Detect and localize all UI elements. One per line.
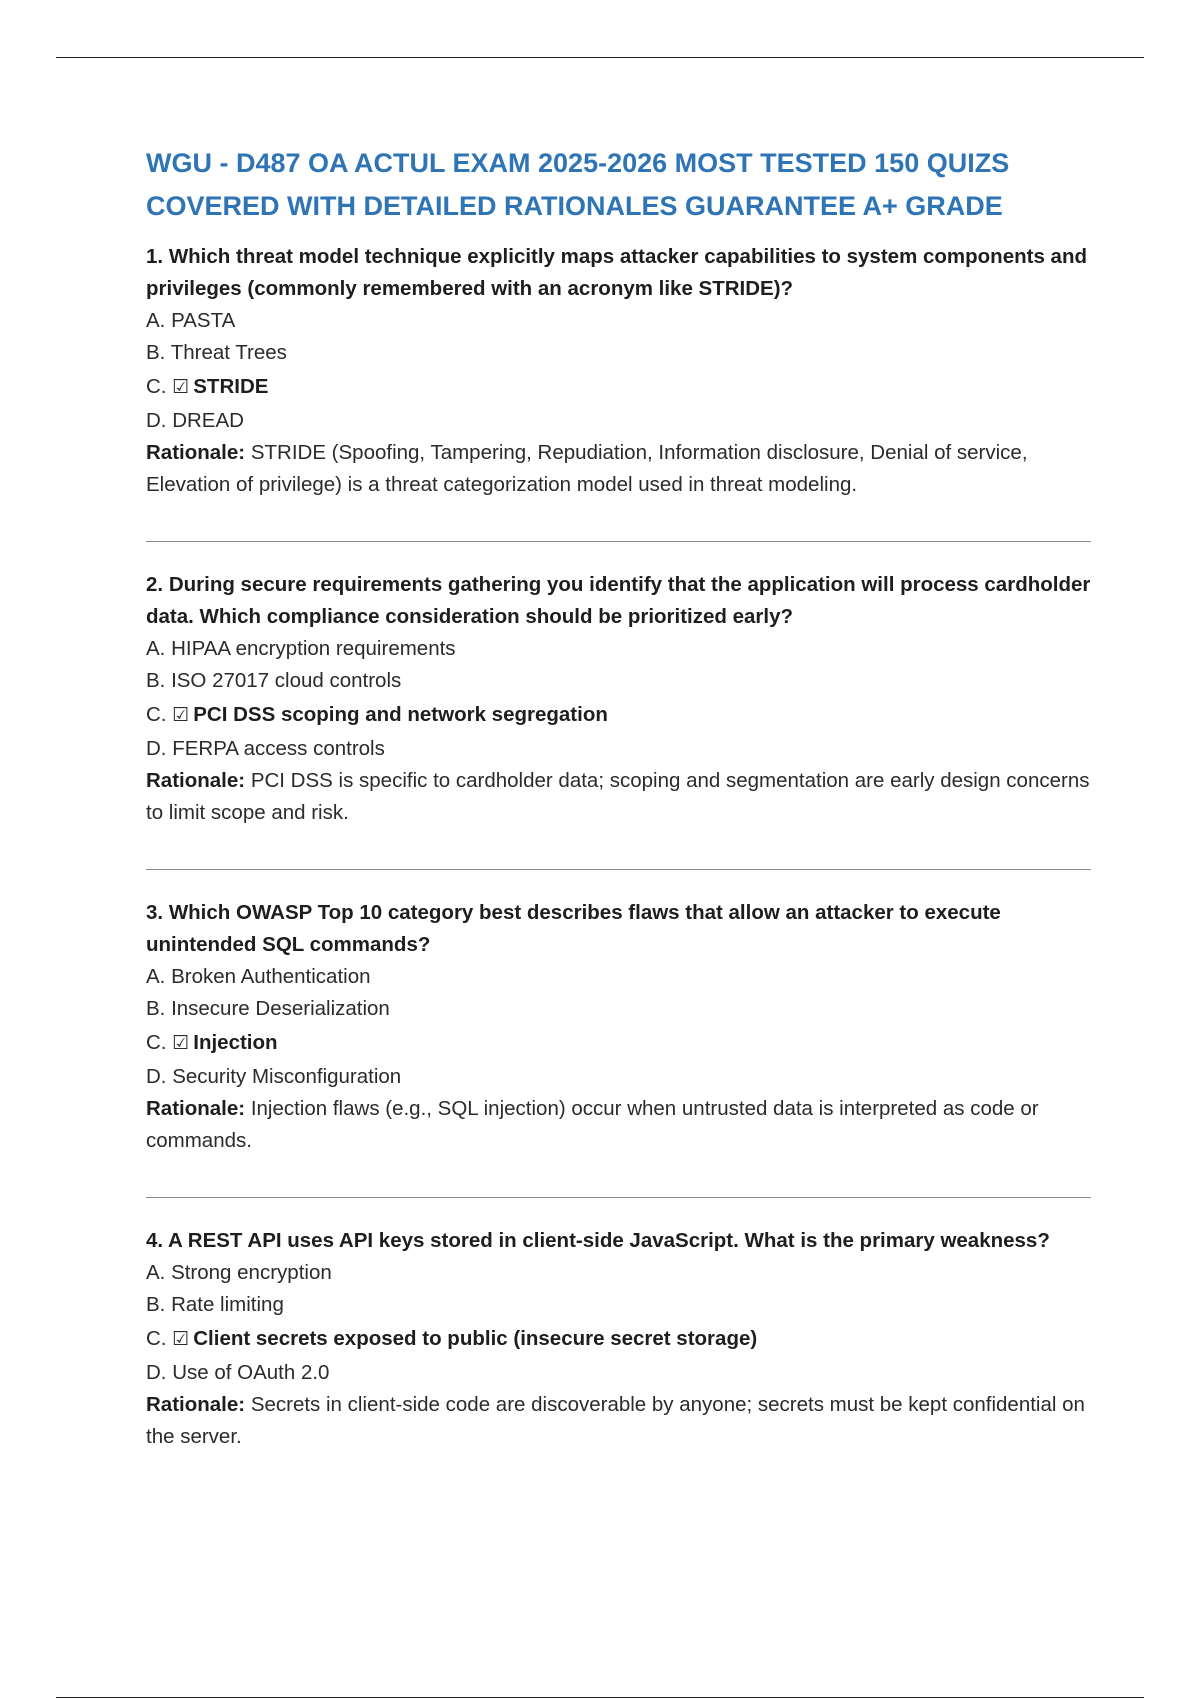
question-divider — [146, 1197, 1091, 1198]
option-c-prefix: C. — [146, 1031, 167, 1054]
document-title: WGU - D487 OA ACTUL EXAM 2025-2026 MOST TESTED 150 QUIZS COVERED WITH DETAILED RATIONALES GUARANTEE A+ GRADE — [146, 148, 1010, 221]
question-prompt: During secure requirements gathering you identify that the application will process cardholder data. Which compliance consideration should be prioritized early? — [146, 573, 1091, 628]
option-c-correct — [146, 697, 1091, 733]
option-b: B. Insecure Deserialization — [146, 997, 390, 1020]
question-prompt: A REST API uses API keys stored in client-side JavaScript. What is the primary weakness? — [168, 1229, 1050, 1252]
question-prompt: Which OWASP Top 10 category best describes flaws that allow an attacker to execute unintended SQL commands? — [146, 901, 1001, 956]
option-c-correct — [146, 369, 1091, 405]
correct-answer-text: Injection — [193, 1031, 278, 1054]
rationale — [146, 1389, 1091, 1453]
question-4 — [146, 1225, 1091, 1453]
checkbox-checked-icon: ☑ — [172, 1328, 190, 1350]
rationale-label: Rationale: — [146, 1097, 246, 1120]
correct-answer-text: PCI DSS scoping and network segregation — [193, 703, 608, 726]
rationale-label: Rationale: — [146, 769, 246, 792]
option-b: B. Rate limiting — [146, 1293, 284, 1316]
option-c-prefix: C. — [146, 375, 167, 398]
question-number: 1. — [146, 245, 164, 268]
option-c-correct — [146, 1025, 1091, 1061]
page-top-rule — [56, 57, 1144, 58]
question-number: 4. — [146, 1229, 164, 1252]
rationale-label: Rationale: — [146, 441, 246, 464]
option-d: D. FERPA access controls — [146, 737, 385, 760]
option-d: D. Use of OAuth 2.0 — [146, 1361, 330, 1384]
checkbox-checked-icon: ☑ — [172, 1032, 190, 1054]
rationale — [146, 1093, 1091, 1157]
rationale-label: Rationale: — [146, 1393, 246, 1416]
checkbox-checked-icon: ☑ — [172, 376, 190, 398]
option-d: D. DREAD — [146, 409, 244, 432]
page-bottom-rule — [56, 1697, 1144, 1698]
document-body — [146, 142, 1091, 1453]
rationale-text: Secrets in client-side code are discoverable by anyone; secrets must be kept confidential on the server. — [146, 1393, 1085, 1448]
question-number: 3. — [146, 901, 164, 924]
question-text — [146, 241, 1091, 305]
rationale — [146, 765, 1091, 829]
rationale-text: STRIDE (Spoofing, Tampering, Repudiation, Information disclosure, Denial of service, Elevation of privilege) is a threat categorization model used in threat modeling. — [146, 441, 1028, 496]
option-b: B. ISO 27017 cloud controls — [146, 669, 402, 692]
option-a: A. PASTA — [146, 309, 236, 332]
option-c-prefix: C. — [146, 1327, 167, 1350]
option-a: A. Strong encryption — [146, 1261, 332, 1284]
option-a: A. Broken Authentication — [146, 965, 371, 988]
question-text — [146, 1225, 1091, 1257]
checkbox-checked-icon: ☑ — [172, 704, 190, 726]
question-text — [146, 897, 1091, 961]
option-b: B. Threat Trees — [146, 341, 287, 364]
correct-answer-text: STRIDE — [193, 375, 269, 398]
rationale-text: Injection flaws (e.g., SQL injection) occur when untrusted data is interpreted as code or commands. — [146, 1097, 1039, 1152]
question-2 — [146, 569, 1091, 829]
correct-answer-text: Client secrets exposed to public (insecure secret storage) — [193, 1327, 758, 1350]
option-c-correct — [146, 1321, 1091, 1357]
rationale — [146, 437, 1091, 501]
question-divider — [146, 869, 1091, 870]
question-prompt: Which threat model technique explicitly maps attacker capabilities to system components and privileges (commonly remembered with an acronym like STRIDE)? — [146, 245, 1087, 300]
question-divider — [146, 541, 1091, 542]
question-3 — [146, 897, 1091, 1157]
question-text — [146, 569, 1091, 633]
option-c-prefix: C. — [146, 703, 167, 726]
rationale-text: PCI DSS is specific to cardholder data; scoping and segmentation are early design concerns to limit scope and risk. — [146, 769, 1090, 824]
question-1 — [146, 241, 1091, 501]
question-number: 2. — [146, 573, 164, 596]
option-a: A. HIPAA encryption requirements — [146, 637, 456, 660]
option-d: D. Security Misconfiguration — [146, 1065, 402, 1088]
